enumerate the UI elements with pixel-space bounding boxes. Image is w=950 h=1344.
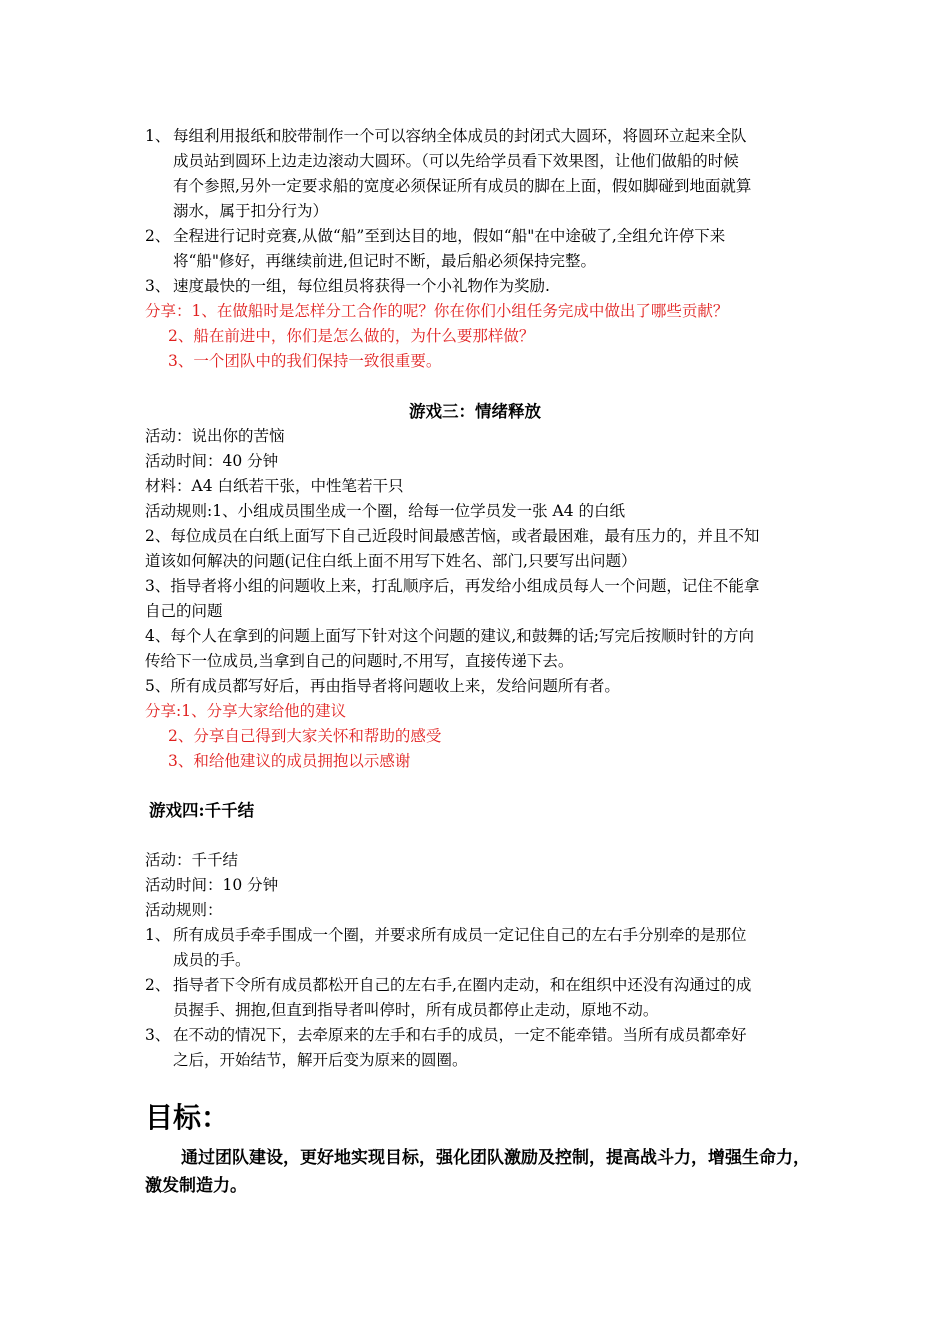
list-item-line: 员握手、拥抱,但直到指导者叫停时，所有成员都停止走动，原地不动。 [173,1001,659,1019]
game3-line: 活动规则:1、小组成员围坐成一个圈，给每一位学员发一张 A4 的白纸 [145,502,625,520]
goal-paragraph [145,1144,810,1200]
game3-line: 材料：A4 白纸若干张，中性笔若干只 [145,477,404,495]
list-number: 2、 [145,227,171,245]
share-line: 3、一个团队中的我们保持一致很重要。 [168,352,442,370]
list-item-line: 成员站到圆环上边走边滚动大圆环。（可以先给学员看下效果图，让他们做船的时候 [173,152,739,170]
game3-line: 5、所有成员都写好后，再由指导者将问题收上来，发给问题所有者。 [145,677,620,695]
list-number: 3、 [145,277,171,295]
game4-title: 游戏四:千千结 [149,801,255,820]
game3-line: 传给下一位成员,当拿到自己的问题时,不用写，直接传递下去。 [145,652,574,670]
game4-line: 活动时间：10 分钟 [145,876,279,894]
list-item-line: 溺水，属于扣分行为） [173,202,329,220]
list-item-line: 将“船"修好，再继续前进,但记时不断，最后船必须保持完整。 [173,252,596,270]
share-line: 2、船在前进中，你们是怎么做的，为什么要那样做？ [168,327,535,345]
game3-line: 4、每个人在拿到的问题上面写下针对这个问题的建议,和鼓舞的话;写完后按顺时针的方向 [145,627,755,645]
game3-line: 活动时间：40 分钟 [145,452,279,470]
game3-title: 游戏三：情绪释放 [409,402,541,421]
share-line: 3、和给他建议的成员拥抱以示感谢 [168,752,411,770]
list-number: 2、 [145,976,171,994]
goal-heading: 目标： [145,1101,230,1134]
game4-line: 活动：千千结 [145,851,239,869]
list-item-line: 在不动的情况下，去牵原来的左手和右手的成员，一定不能牵错。当所有成员都牵好 [173,1026,747,1044]
share-line: 分享：1、在做船时是怎样分工合作的呢？你在你们小组任务完成中做出了哪些贡献？ [145,302,729,320]
list-item-line: 每组利用报纸和胶带制作一个可以容纳全体成员的封闭式大圆环，将圆环立起来全队 [173,127,747,145]
list-number: 1、 [145,926,171,944]
game3-line: 2、每位成员在白纸上面写下自己近段时间最感苦恼，或者最困难，最有压力的，并且不知 [145,527,760,545]
list-item-line: 有个参照,另外一定要求船的宽度必须保证所有成员的脚在上面，假如脚碰到地面就算 [173,177,752,195]
game3-line: 道该如何解决的问题(记住白纸上面不用写下姓名、部门,只要写出问题） [145,552,637,570]
list-item-line: 所有成员手牵手围成一个圈，并要求所有成员一定记住自己的左右手分别牵的是那位 [173,926,747,944]
game4-line: 活动规则： [145,901,223,919]
list-item-line: 指导者下令所有成员都松开自己的左右手,在圈内走动，和在组织中还没有沟通过的成 [173,976,752,994]
list-item-line: 全程进行记时竞赛,从做“船”至到达目的地，假如“船"在中途破了,全组允许停下来 [173,227,726,245]
goal-text: 通过团队建设，更好地实现目标，强化团队激励及控制，提高战斗力，增强生命力，激发制造力。 [145,1148,810,1196]
list-item-line: 之后，开始结节，解开后变为原来的圆圈。 [173,1051,468,1069]
game3-line: 活动：说出你的苦恼 [145,427,285,445]
list-number: 1、 [145,127,171,145]
share-line: 2、分享自己得到大家关怀和帮助的感受 [168,727,442,745]
share-line: 分享:1、分享大家给他的建议 [145,702,347,720]
list-number: 3、 [145,1026,171,1044]
game3-line: 3、指导者将小组的问题收上来，打乱顺序后，再发给小组成员每人一个问题，记住不能拿 [145,577,760,595]
game3-line: 自己的问题 [145,602,223,620]
list-item-line: 速度最快的一组，每位组员将获得一个小礼物作为奖励. [173,277,550,295]
list-item-line: 成员的手。 [173,951,251,969]
